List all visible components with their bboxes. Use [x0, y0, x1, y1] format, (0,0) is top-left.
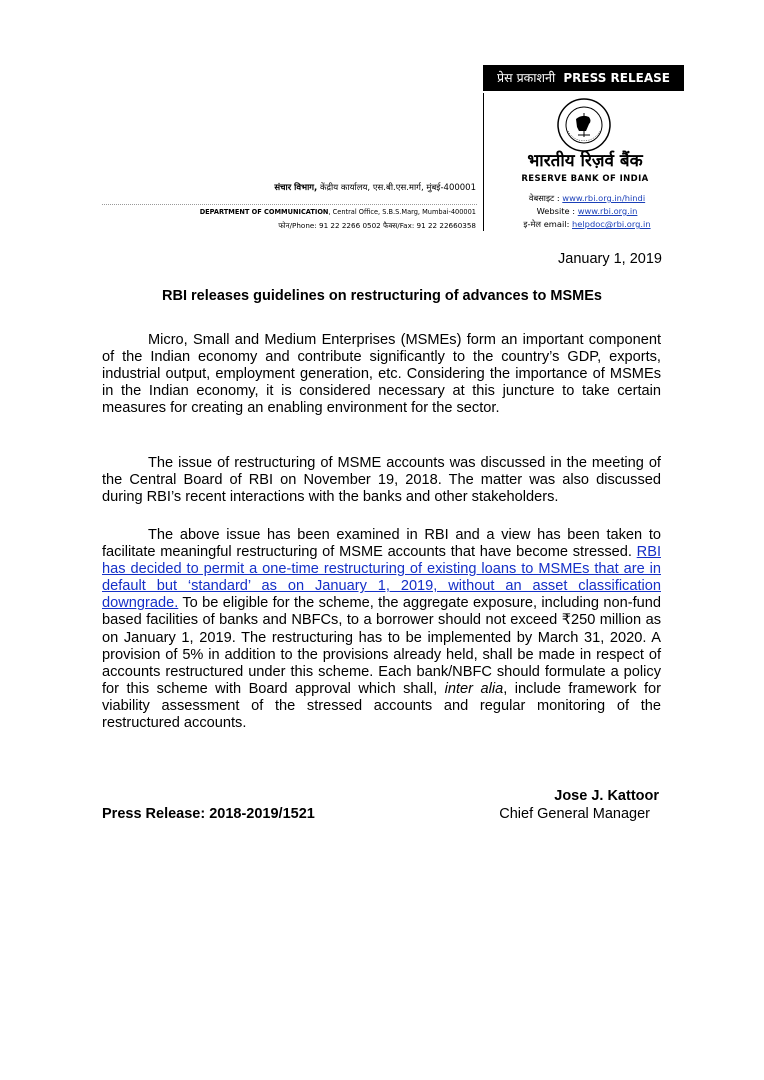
banner-hindi-text: प्रेस प्रकाशनी — [497, 70, 556, 85]
hindi-website-label: वेबसाइट : — [528, 193, 560, 203]
paragraph-3 — [102, 527, 661, 732]
website-label: Website : — [536, 206, 576, 216]
restructuring-decision-link[interactable]: RBI has decided to permit a one-time restructuring of existing loans to MSMEs that are in default but ‘standard’ as on January 1, 2019, without an asset classification downgrade. — [102, 544, 661, 612]
website-line — [497, 206, 677, 216]
header-divider — [483, 93, 484, 231]
paragraph-3-italic: inter alia — [444, 680, 504, 697]
bank-name-english: RESERVE BANK OF INDIA — [521, 174, 649, 184]
department-english-address: , Central Office, S.B.S.Marg, Mumbai-400001 — [328, 208, 476, 216]
signatory-designation: Chief General Manager — [499, 806, 650, 822]
paragraph-1: Micro, Small and Medium Enterprises (MSMEs) form an important component of the Indian economy and contribute significantly to the country’s GDP, exports, industrial output, employment generation, etc. Considering the importance of MSMEs in the Indian economy, it is considered necessary at this juncture to take certain measures for creating an enabling environment for the sector. — [102, 332, 661, 417]
department-hindi-name: संचार विभाग, — [274, 183, 318, 193]
banner-english-text: PRESS RELEASE — [563, 71, 670, 85]
department-english-name: DEPARTMENT OF COMMUNICATION — [199, 208, 329, 216]
release-title: RBI releases guidelines on restructuring of advances to MSMEs — [162, 288, 602, 304]
signatory-name: Jose J. Kattoor — [554, 788, 659, 804]
paragraph-2: The issue of restructuring of MSME accounts was discussed in the meeting of the Central Board of RBI on November 19, 2018. The matter was also discussed during RBI’s recent interactions with the banks and other stakeholders. — [102, 455, 661, 506]
email-label: इ-मेल email: — [523, 219, 570, 229]
hindi-website-line — [497, 193, 677, 204]
release-date: January 1, 2019 — [558, 251, 662, 267]
paragraph-3-middle: To be eligible for the scheme, the aggregate exposure, including non-fund based facilities of banks and NBFCs, to a borrower should not exceed ₹250 million as on January 1, 2019. The restructuring has to be implemented by March 31, 2020. A provision of 5% in addition to the provisions already held, shall be made in respect of accounts restructured under this scheme. Each bank/NBFC should formulate a policy for this scheme with Board approval which shall, — [102, 595, 661, 697]
paragraph-3-intro: The above issue has been examined in RBI and a view has been taken to facilitate meaningful restructuring of MSME accounts that have become stressed. — [102, 527, 661, 561]
phone-fax: फोन/Phone: 91 22 2266 0502 फैक्स/Fax: 91 22 22660358 — [278, 221, 476, 230]
bank-name-hindi: भारतीय रिज़र्व बैंक — [527, 151, 643, 171]
press-release-banner — [483, 65, 684, 91]
rbi-seal-logo — [556, 97, 612, 153]
address-divider — [102, 204, 477, 205]
email-link[interactable]: helpdoc@rbi.org.in — [572, 219, 651, 229]
press-release-number: Press Release: 2018-2019/1521 — [102, 806, 315, 822]
email-line — [497, 219, 677, 230]
hindi-website-link[interactable]: www.rbi.org.in/hindi — [562, 193, 646, 203]
department-hindi-address: केंद्रीय कार्यालय, एस.बी.एस.मार्ग, मुंबई-400001 — [317, 183, 476, 193]
website-link[interactable]: www.rbi.org.in — [577, 206, 638, 216]
department-english — [200, 208, 476, 216]
department-hindi — [274, 182, 476, 193]
paragraph-3-end: , include framework for viability assessment of the stressed accounts and regular monitoring of the restructured accounts. — [102, 680, 661, 732]
